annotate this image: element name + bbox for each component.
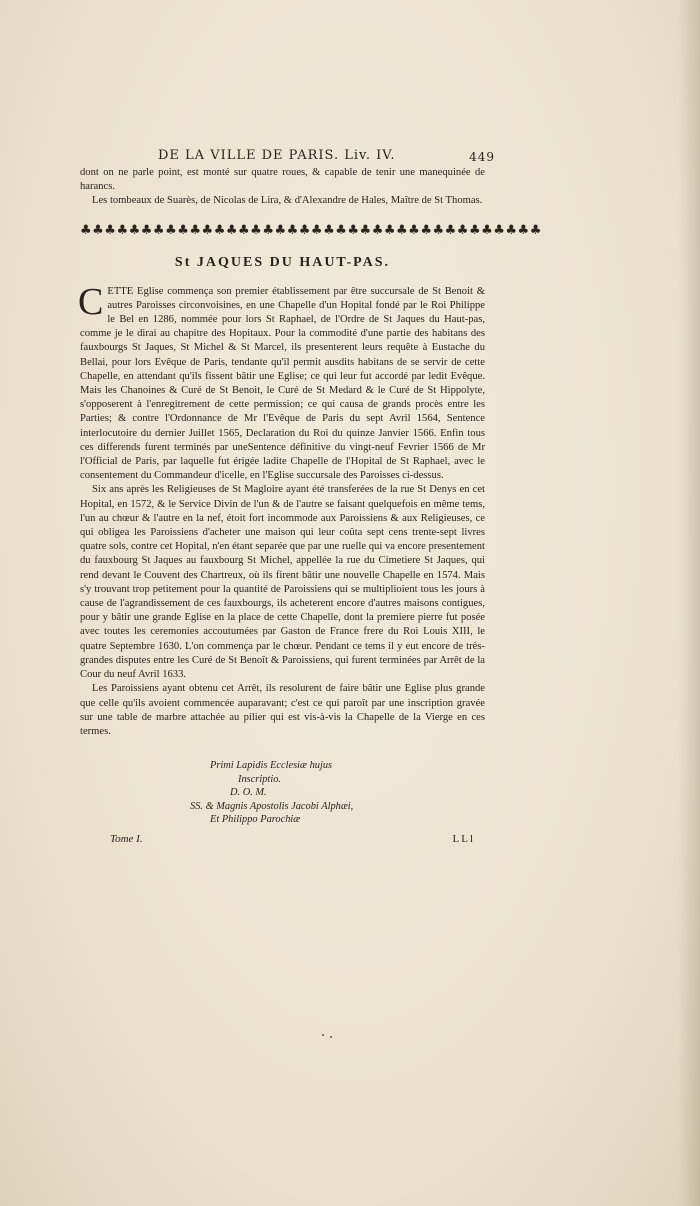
paragraph-2: Six ans après les Religieuses de St Magloire ayant été transferées de la rue St Denys en cet Hopital, en 1572, & le Service Divin de l'un & de l'autre se faisant quelquefois en même tems, l'un au chœur & l'autre en la nef, étoit fort incommode aux Paroissiens & aux Religieuses, ce qui obligea les Paroissiens d'acheter une maison qui leur coûta sept cens trente-sept livres quatre sols, contre cet Hopital, n'en étant separée que par une ruelle qui va encore presentement du fauxbourg St Jaques au fauxbourg St Michel, appellée la rue du Cimetiere St Jaques, qui rend devant le Couvent des Chartreux, où ils firent bâtir une nouvelle Chapelle en 1574. Mais s'y trouvant trop petitement pour la quantité de Paroissiens qui se multiplioient tous les jours à cause de l'agrandissement de ces fauxbourgs, ils acheterent encore d'autres maisons contigues, pour y bâtir une grande Eglise en la place de cette Chapelle, dont la premiere pierre fut posée avec toutes les ceremonies accoutumées par Gaston de France frere du Roi Louis XIII, le quatre Septembre 1630. L'on commença par le chœur. Pendant ce tems il y eut encore de très-grandes disputes entre les Curé de St Benoît & Paroissiens, qui furent terminées par Arrêt de la Cour du neuf Avril 1633. xyxy=(80,484,485,681)
volume-label: Tome I. xyxy=(110,832,143,845)
inscription-line-5: Et Philippo Parochiæ xyxy=(210,814,301,826)
intro-line-tombs: Les tombeaux de Suarès, de Nicolas de Lira, & d'Alexandre de Hales, Maître de St Thomas. xyxy=(92,195,483,207)
intro-line-continuation: dont on ne parle point, est monté sur quatre roues, & capable de tenir une manequinée de harancs. xyxy=(80,167,485,193)
inscription-line-2: Inscriptio. xyxy=(238,773,282,785)
section-title: St JAQUES DU HAUT-PAS. xyxy=(174,254,391,270)
dropcap-letter: C xyxy=(78,280,104,323)
inscription-line-3: D. O. M. xyxy=(230,787,267,799)
running-title: DE LA VILLE DE PARIS. Liv. IV. xyxy=(158,148,396,163)
page-gutter-shadow xyxy=(678,0,700,1206)
inscription-block xyxy=(80,759,485,827)
paper-speck xyxy=(322,1034,324,1036)
paragraph-1-text: ETTE Eglise commença son premier établissement par être succursale de St Benoit & autres Paroisses circonvoisines, en une Chapelle d'un Hopital fondé par le Roi Philippe le Bel en 1286, nommée pour lors St Raphael, de l'Ordre de St Jaques du Haut-pas, comme je le dirai au chapitre des Hopitaux. Pour la commodité d'une partie des habitans des fauxbourgs St Jaques, St Michel & St Marcel, ils presenterent leurs requête à Eustache du Bellai, pour lors Evêque de Paris, tendante qu'il permit ausdits habitans de se servir de cette Chapelle, en attendant qu'ils fissent bâtir une Eglise; ce qui leur fut accordé par ledit Evêque. Mais les Chanoines & Curé de St Benoit, le Curé de St Medard & le Curé de St Hippolyte, s'opposerent à l'enregitrement de cette permission; ce qui causa de grands procès entre les Parties; & contre l'Ordonnance de Mr l'Evêque de Paris du sept Avril 1564, Sentence interlocutoire du dernier Juillet 1565, Declaration du Roi du quinze Janvier 1566. Enfin tous ces differends furent terminés par uneSentence définitive du vingt-neuf Fevrier 1566 de Mr l'Official de Paris, par laquelle fut érigée ladite Chapelle de l'Hopital de St Raphael, avec le consentement du Commandeur d'icelle, en l'Eglise succursale des Paroisses ci-dessus. xyxy=(80,285,485,482)
page-footer xyxy=(80,833,485,851)
inscription-line-1: Primi Lapidis Ecclesiæ hujus xyxy=(210,760,333,772)
running-head xyxy=(80,146,495,166)
ornamental-divider: ♣♣♣♣♣♣♣♣♣♣♣♣♣♣♣♣♣♣♣♣♣♣♣♣♣♣♣♣♣♣♣♣♣♣♣♣♣♣ xyxy=(80,222,542,238)
page-text-block xyxy=(78,146,542,851)
paragraph-3: Les Paroissiens ayant obtenu cet Arrêt, ils resolurent de faire bâtir une Eglise plus grande que celle qu'ils avoient commencée auparavant; c'est ce qui paroît par une inscription gravée sur une table de marbre attachée au pilier qui est vis-à-vis la Chapelle de la Vierge en ces termes. xyxy=(80,683,485,737)
paper-speck xyxy=(330,1036,332,1038)
inscription-line-4: SS. & Magnis Apostolis Jacobi Alphæi, xyxy=(190,800,354,812)
paragraph-1 xyxy=(78,280,485,484)
signature-mark: LLl xyxy=(452,832,475,845)
page-number: 449 xyxy=(469,150,495,164)
